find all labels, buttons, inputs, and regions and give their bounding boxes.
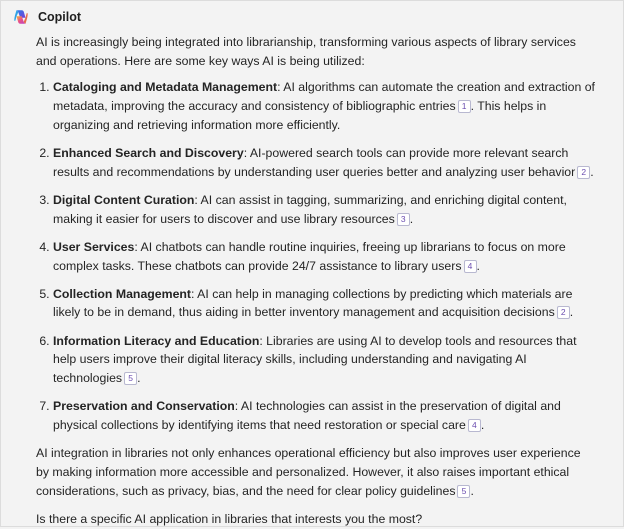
citation-badge[interactable]: 4 <box>468 419 481 432</box>
item-tail: . <box>569 305 574 320</box>
item-tail: . <box>137 371 141 386</box>
item-tail: . <box>480 417 485 432</box>
item-heading: Information Literacy and Education <box>53 333 260 348</box>
outro-paragraph <box>36 444 596 500</box>
item-text: : AI technologies can assist in the preservation of digital and physical collections by identifying items that need restoration or special care <box>53 399 561 432</box>
item-text: : AI algorithms can automate the creation and extraction of metadata, improving the accuracy and consistency of bibliographic entries <box>53 80 595 114</box>
citation-badge[interactable]: 2 <box>577 166 590 179</box>
list-item <box>53 191 596 228</box>
item-heading: Preservation and Conservation <box>53 399 235 414</box>
list-item <box>53 332 596 388</box>
chat-message <box>36 33 596 529</box>
item-tail: . <box>476 258 480 273</box>
list-item <box>53 144 596 181</box>
item-text: : AI-powered search tools can provide more relevant search results and recommendations by understanding user queries better and analyzing user behavior <box>53 146 576 179</box>
list-item <box>53 397 596 434</box>
citation-badge[interactable]: 4 <box>464 260 477 273</box>
item-heading: Cataloging and Metadata Management <box>53 80 278 95</box>
item-tail: . <box>590 164 594 179</box>
citation-badge[interactable]: 2 <box>557 306 570 319</box>
citation-badge[interactable]: 3 <box>397 213 410 226</box>
intro-paragraph: AI is increasingly being integrated into librarianship, transforming various aspects of library services and operations. Here are some key ways AI is being utilized: <box>36 35 576 68</box>
ai-uses-list <box>36 78 596 434</box>
list-item <box>53 78 596 134</box>
copilot-logo-icon <box>12 8 30 26</box>
item-text: : AI can help in managing collections by predicting which materials are likely to be in demand, thus aiding in better inventory management and acquisition decisions <box>53 286 573 320</box>
item-tail: . <box>409 211 414 226</box>
citation-badge[interactable]: 5 <box>457 485 470 498</box>
list-item <box>53 285 596 322</box>
item-heading: User Services <box>53 239 135 254</box>
outro-text: AI integration in libraries not only enhances operational efficiency but also improves user experience by making information more accessible and personalized. However, it also raises important ethical considerations, such as privacy, bias, and the need for clear policy guidelines <box>36 446 581 498</box>
item-heading: Enhanced Search and Discovery <box>53 146 244 161</box>
outro-tail: . <box>470 483 474 498</box>
list-item <box>53 238 596 275</box>
item-text: : Libraries are using AI to develop tools and resources that help users improve their digital literacy skills, including understanding and navigating AI technologies <box>53 333 577 386</box>
item-tail: . This helps in organizing and retrieving information more efficiently. <box>53 99 547 132</box>
citation-badge[interactable]: 1 <box>458 100 471 113</box>
copilot-title: Copilot <box>38 10 82 24</box>
follow-up-question: Is there a specific AI application in libraries that interests you the most? <box>36 512 423 527</box>
citation-badge[interactable]: 5 <box>124 372 137 385</box>
item-text: : AI can assist in tagging, summarizing, and enriching digital content, making it easier for users to discover and use library resources <box>53 192 567 226</box>
chat-header <box>12 8 81 27</box>
item-heading: Collection Management <box>53 286 192 301</box>
item-text: : AI chatbots can handle routine inquiries, freeing up librarians to focus on more complex tasks. These chatbots can provide 24/7 assistance to library users <box>53 239 566 273</box>
item-heading: Digital Content Curation <box>53 192 195 207</box>
